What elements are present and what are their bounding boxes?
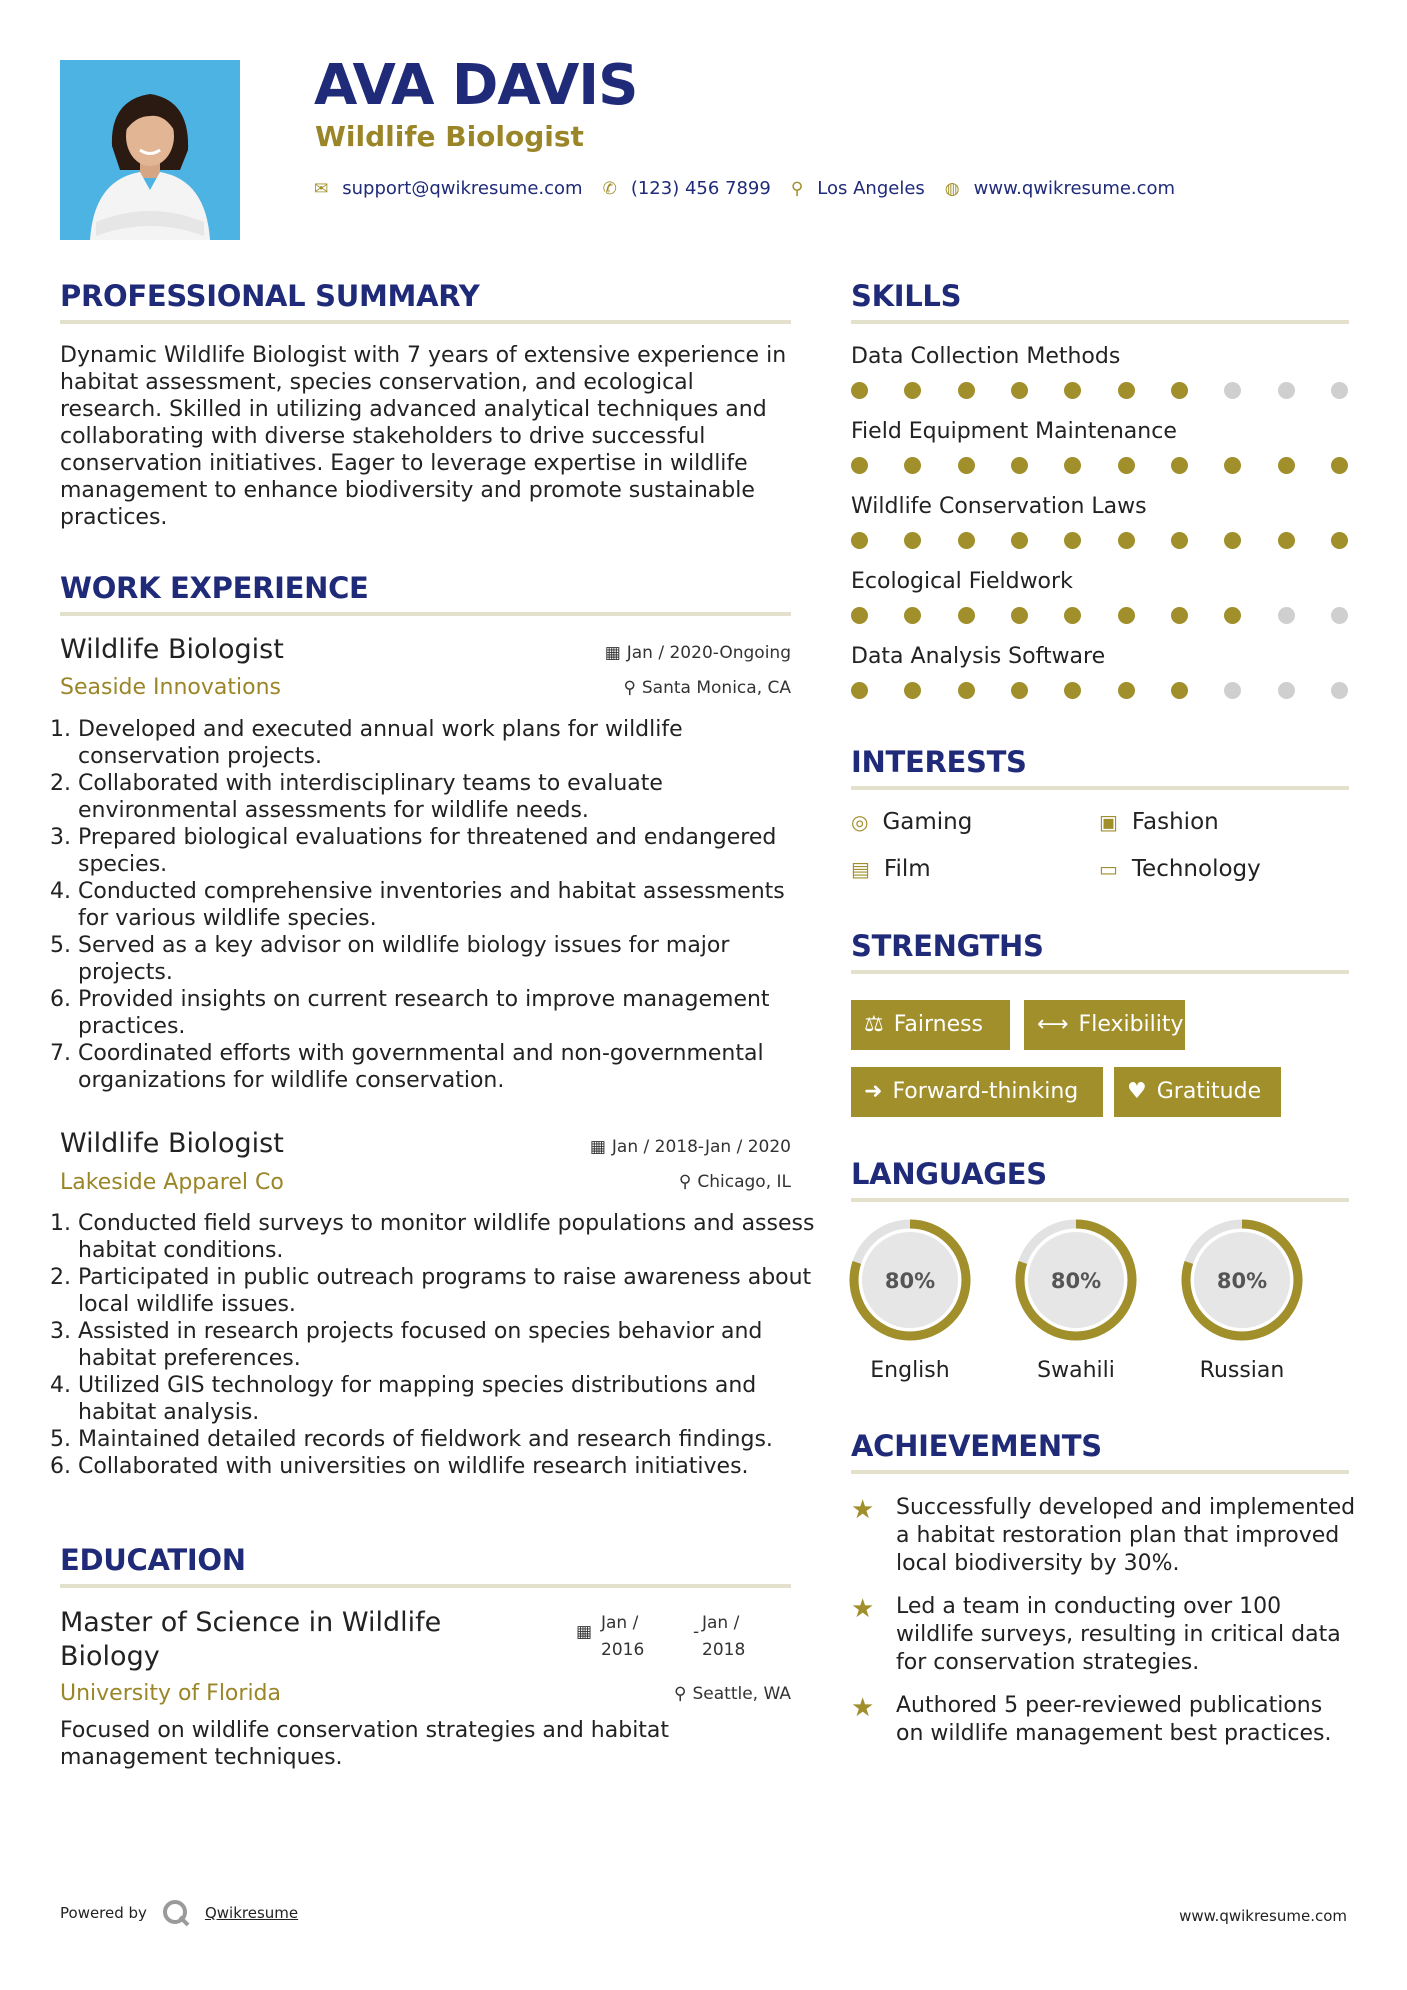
strength-chip: ♥ Gratitude [1114, 1067, 1281, 1117]
summary-divider [60, 320, 791, 324]
education-divider [60, 1584, 791, 1588]
job-company: Seaside Innovations [60, 675, 281, 700]
rating-dot-filled [1011, 457, 1028, 474]
list-item: 6. Collaborated with universities on wildlife research initiatives. [78, 1453, 818, 1480]
shooting-star-icon: ★ [851, 1693, 875, 1723]
pin-icon: ⚲ [623, 678, 636, 698]
education-start: Jan / 2016 [601, 1613, 645, 1660]
qwikresume-link[interactable]: Qwikresume [204, 1904, 299, 1922]
list-item: 2. Collaborated with interdisciplinary teams to evaluate environmental assessments for wildlife needs. [78, 770, 818, 824]
job-company: Lakeside Apparel Co [60, 1170, 284, 1195]
footer-website-link[interactable]: www.qwikresume.com [1179, 1907, 1347, 1925]
skill-rating [851, 532, 1348, 549]
strengths-heading: STRENGTHS [851, 929, 1044, 963]
languages-divider [851, 1198, 1349, 1202]
interest-item: ▣ Fashion [1099, 809, 1219, 835]
rating-dot-filled [851, 607, 868, 624]
rating-dot-filled [1011, 607, 1028, 624]
rating-dot-filled [1171, 457, 1188, 474]
school-name: University of Florida [60, 1681, 281, 1706]
job-title: Wildlife Biologist [60, 634, 284, 665]
rating-dot-filled [904, 382, 921, 399]
list-item: 4. Utilized GIS technology for mapping species distributions and habitat analysis. [78, 1372, 818, 1426]
calendar-icon: ▦ [576, 1622, 593, 1642]
rating-dot-empty [1278, 682, 1295, 699]
map-pin-icon: ⚲ [790, 178, 804, 199]
list-item: 4. Conducted comprehensive inventories and habitat assessments for various wildlife species. [78, 878, 818, 932]
education-end: Jan / 2018 [702, 1613, 746, 1660]
experience-divider [60, 612, 791, 616]
strengths-divider [851, 970, 1349, 974]
rating-dot-empty [1278, 382, 1295, 399]
candidate-role: Wildlife Biologist [315, 120, 584, 153]
list-item: 5. Maintained detailed records of fieldwork and research findings. [78, 1426, 818, 1453]
rating-dot-filled [904, 682, 921, 699]
list-item: 6. Provided insights on current research to improve management practices. [78, 986, 818, 1040]
achievements-divider [851, 1470, 1349, 1474]
heart-icon: ♥ [1127, 1079, 1147, 1104]
shopping-bag-icon: ▣ [1099, 810, 1118, 834]
balance-scale-icon: ⚖ [864, 1012, 884, 1037]
skills-divider [851, 320, 1349, 324]
language-name: Russian [1199, 1358, 1285, 1383]
rating-dot-filled [1224, 532, 1241, 549]
degree-title: Master of Science in Wildlife Biology [60, 1607, 442, 1672]
list-item: 3. Prepared biological evaluations for threatened and endangered species. [78, 824, 818, 878]
language-name: English [870, 1358, 950, 1383]
footer-powered-by: Powered by Qwikresume [60, 1898, 298, 1928]
globe-icon: ◍ [944, 178, 960, 199]
rating-dot-filled [1278, 532, 1295, 549]
rating-dot-filled [904, 532, 921, 549]
rating-dot-empty [1331, 607, 1348, 624]
arrow-right-icon: ➜ [864, 1079, 883, 1104]
language-ring [849, 1219, 971, 1341]
rating-dot-filled [904, 457, 921, 474]
candidate-name: AVA DAVIS [314, 53, 638, 118]
rating-dot-filled [1171, 682, 1188, 699]
calendar-icon: ▦ [604, 643, 621, 663]
rating-dot-filled [1278, 457, 1295, 474]
achievement-item: Led a team in conducting over 100 wildlife surveys, resulting in critical data for conservation strategies. [896, 1594, 1341, 1675]
rating-dot-filled [1118, 532, 1135, 549]
job-dates: ▦ Jan / 2018-Jan / 2020 [589, 1137, 791, 1157]
interest-item: ▭ Technology [1099, 856, 1261, 882]
achievements-heading: ACHIEVEMENTS [851, 1429, 1102, 1463]
languages-heading: LANGUAGES [851, 1157, 1047, 1191]
rating-dot-filled [1171, 532, 1188, 549]
strength-chip: ⟷ Flexibility [1024, 1000, 1185, 1050]
email-link[interactable]: support@qwikresume.com [342, 178, 583, 199]
envelope-icon: ✉ [314, 178, 329, 199]
list-item: 2. Participated in public outreach programs to raise awareness about local wildlife issues. [78, 1264, 818, 1318]
rating-dot-filled [851, 457, 868, 474]
achievement-item: Authored 5 peer-reviewed publications on wildlife management best practices. [896, 1693, 1332, 1746]
interests-heading: INTERESTS [851, 745, 1027, 779]
rating-dot-filled [1224, 607, 1241, 624]
language-name: Swahili [1037, 1358, 1115, 1383]
list-item: 7. Coordinated efforts with governmental and non-governmental organizations for wildlife conservation. [78, 1040, 818, 1094]
calendar-icon: ▦ [589, 1137, 606, 1157]
skill-rating [851, 607, 1348, 624]
rating-dot-filled [958, 682, 975, 699]
qwikresume-logo-icon [161, 1898, 191, 1928]
job-location: ⚲ Santa Monica, CA [623, 678, 791, 698]
job-duties-list [60, 1210, 818, 1480]
list-item: 1. Conducted field surveys to monitor wildlife populations and assess habitat conditions. [78, 1210, 818, 1264]
interest-item: ▤ Film [851, 856, 931, 882]
skill-name: Wildlife Conservation Laws [851, 494, 1147, 519]
skill-name: Field Equipment Maintenance [851, 419, 1177, 444]
job-location: ⚲ Chicago, IL [678, 1172, 791, 1192]
list-item: 5. Served as a key advisor on wildlife biology issues for major projects. [78, 932, 818, 986]
rating-dot-filled [851, 382, 868, 399]
language-percent: 80% [1216, 1269, 1268, 1293]
rating-dot-empty [1278, 607, 1295, 624]
rating-dot-empty [1224, 382, 1241, 399]
skill-name: Data Collection Methods [851, 344, 1121, 369]
gamepad-icon: ◎ [851, 810, 869, 834]
language-percent: 80% [884, 1269, 936, 1293]
rating-dot-filled [851, 682, 868, 699]
rating-dot-filled [1118, 607, 1135, 624]
summary-text: Dynamic Wildlife Biologist with 7 years of extensive experience in habitat assessment, species conservation, and ecological research. Skilled in utilizing advanced analytical techniques and collaborating with diverse stakeholders to drive successful conservation initiatives. Eager to leverage expertise in wildlife management to enhance biodiversity and promote sustainable practices. [60, 343, 787, 530]
skill-rating [851, 382, 1348, 399]
rating-dot-filled [1011, 682, 1028, 699]
job-dates: ▦ Jan / 2020-Ongoing [604, 643, 791, 663]
education-description: Focused on wildlife conservation strategies and habitat management techniques. [60, 1718, 670, 1770]
rating-dot-filled [1331, 532, 1348, 549]
rating-dot-filled [958, 457, 975, 474]
skill-rating [851, 457, 1348, 474]
skill-name: Data Analysis Software [851, 644, 1106, 669]
experience-heading: WORK EXPERIENCE [60, 571, 369, 605]
rating-dot-empty [1331, 682, 1348, 699]
rating-dot-filled [1331, 457, 1348, 474]
date-dash: - [693, 1622, 700, 1642]
rating-dot-filled [1171, 607, 1188, 624]
rating-dot-filled [1011, 532, 1028, 549]
shooting-star-icon: ★ [851, 1594, 875, 1624]
language-percent: 80% [1050, 1269, 1102, 1293]
pin-icon: ⚲ [674, 1684, 687, 1704]
education-location: ⚲ Seattle, WA [674, 1684, 791, 1704]
rating-dot-filled [904, 607, 921, 624]
rating-dot-filled [851, 532, 868, 549]
website-link[interactable]: www.qwikresume.com [973, 178, 1176, 199]
rating-dot-filled [1011, 382, 1028, 399]
rating-dot-filled [958, 532, 975, 549]
rating-dot-filled [1064, 607, 1081, 624]
skill-name: Ecological Fieldwork [851, 569, 1073, 594]
rating-dot-filled [1118, 682, 1135, 699]
skill-rating [851, 682, 1348, 699]
shooting-star-icon: ★ [851, 1495, 875, 1525]
rating-dot-filled [958, 607, 975, 624]
strength-chip: ➜ Forward-thinking [851, 1067, 1103, 1117]
interest-item: ◎ Gaming [851, 809, 973, 835]
rating-dot-filled [1064, 382, 1081, 399]
summary-heading: PROFESSIONAL SUMMARY [60, 279, 480, 313]
rating-dot-empty [1331, 382, 1348, 399]
language-ring [1015, 1219, 1137, 1341]
language-ring [1181, 1219, 1303, 1341]
rating-dot-empty [1224, 682, 1241, 699]
phone-number: (123) 456 7899 [630, 178, 771, 199]
rating-dot-filled [958, 382, 975, 399]
rating-dot-filled [1064, 682, 1081, 699]
education-heading: EDUCATION [60, 1543, 246, 1577]
location-text: Los Angeles [817, 178, 925, 199]
rating-dot-filled [1064, 457, 1081, 474]
rating-dot-filled [1118, 457, 1135, 474]
rating-dot-filled [1224, 457, 1241, 474]
strength-chip: ⚖ Fairness [851, 1000, 1010, 1050]
rating-dot-filled [1118, 382, 1135, 399]
interests-divider [851, 786, 1349, 790]
film-icon: ▤ [851, 857, 870, 881]
rating-dot-filled [1171, 382, 1188, 399]
achievement-item: Successfully developed and implemented a habitat restoration plan that improved local biodiversity by 30%. [896, 1495, 1356, 1576]
list-item: 3. Assisted in research projects focused on species behavior and habitat preferences. [78, 1318, 818, 1372]
profile-photo [60, 60, 240, 240]
contact-bar [314, 178, 1195, 199]
job-duties-list [60, 716, 818, 1094]
pin-icon: ⚲ [678, 1172, 692, 1192]
arrows-horizontal-icon: ⟷ [1037, 1012, 1069, 1037]
list-item: 1. Developed and executed annual work plans for wildlife conservation projects. [78, 716, 818, 770]
laptop-icon: ▭ [1099, 857, 1118, 881]
skills-heading: SKILLS [851, 279, 962, 313]
rating-dot-filled [1064, 532, 1081, 549]
job-title: Wildlife Biologist [60, 1128, 284, 1159]
phone-icon: ✆ [602, 178, 617, 199]
